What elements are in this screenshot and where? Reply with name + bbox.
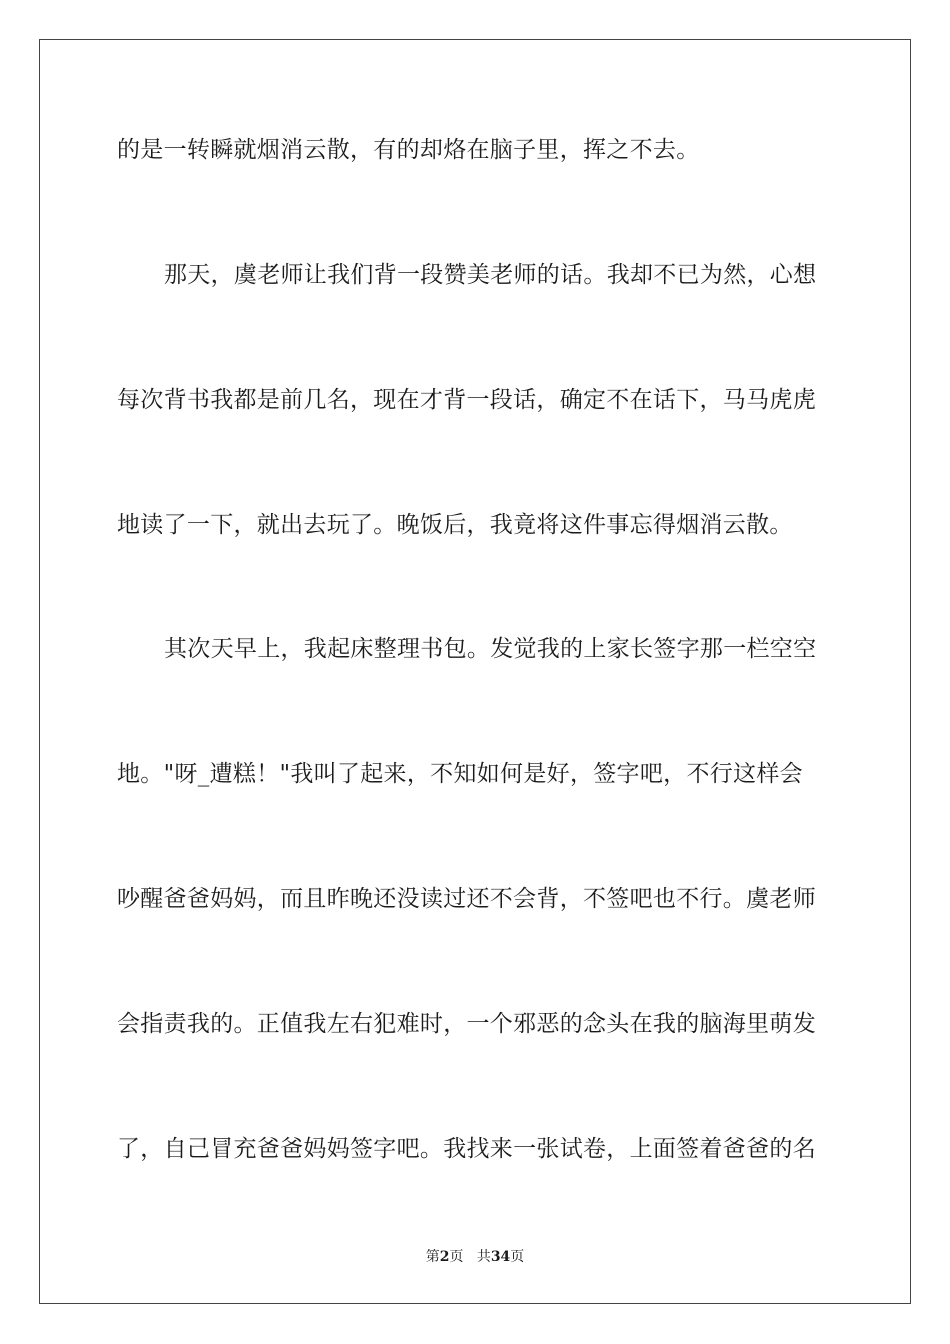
total-prefix: 共	[476, 1249, 491, 1265]
page-prefix: 第	[425, 1249, 440, 1265]
paragraph-start-line: 那天，虞老师让我们背一段赞美老师的话。我却不已为然，心想	[164, 262, 817, 288]
paragraph-start-line: 其次天早上，我起床整理书包。发觉我的上家长签字那一栏空空	[164, 636, 817, 662]
page-suffix: 页	[449, 1249, 464, 1265]
text-line: 吵醒爸爸妈妈，而且昨晚还没读过还不会背，不签吧也不行。虞老师	[117, 886, 816, 912]
page-border	[39, 39, 911, 1304]
text-line: 会指责我的。正值我左右犯难时，一个邪恶的念头在我的脑海里萌发	[117, 1011, 816, 1037]
text-line: 了，自己冒充爸爸妈妈签字吧。我找来一张试卷，上面签着爸爸的名	[117, 1136, 816, 1162]
total-pages: 34	[490, 1249, 511, 1265]
page-number: 2	[439, 1249, 450, 1265]
page-footer	[0, 1247, 950, 1267]
total-suffix: 页	[510, 1249, 525, 1265]
text-line: 每次背书我都是前几名，现在才背一段话，确定不在话下，马马虎虎	[117, 387, 816, 413]
text-line: 地读了一下，就出去玩了。晚饭后，我竟将这件事忘得烟消云散。	[117, 512, 793, 538]
text-line: 的是一转瞬就烟消云散，有的却烙在脑子里，挥之不去。	[117, 137, 700, 163]
text-line: 地。"呀_遭糕！"我叫了起来，不知如何是好，签字吧，不行这样会	[117, 761, 803, 787]
